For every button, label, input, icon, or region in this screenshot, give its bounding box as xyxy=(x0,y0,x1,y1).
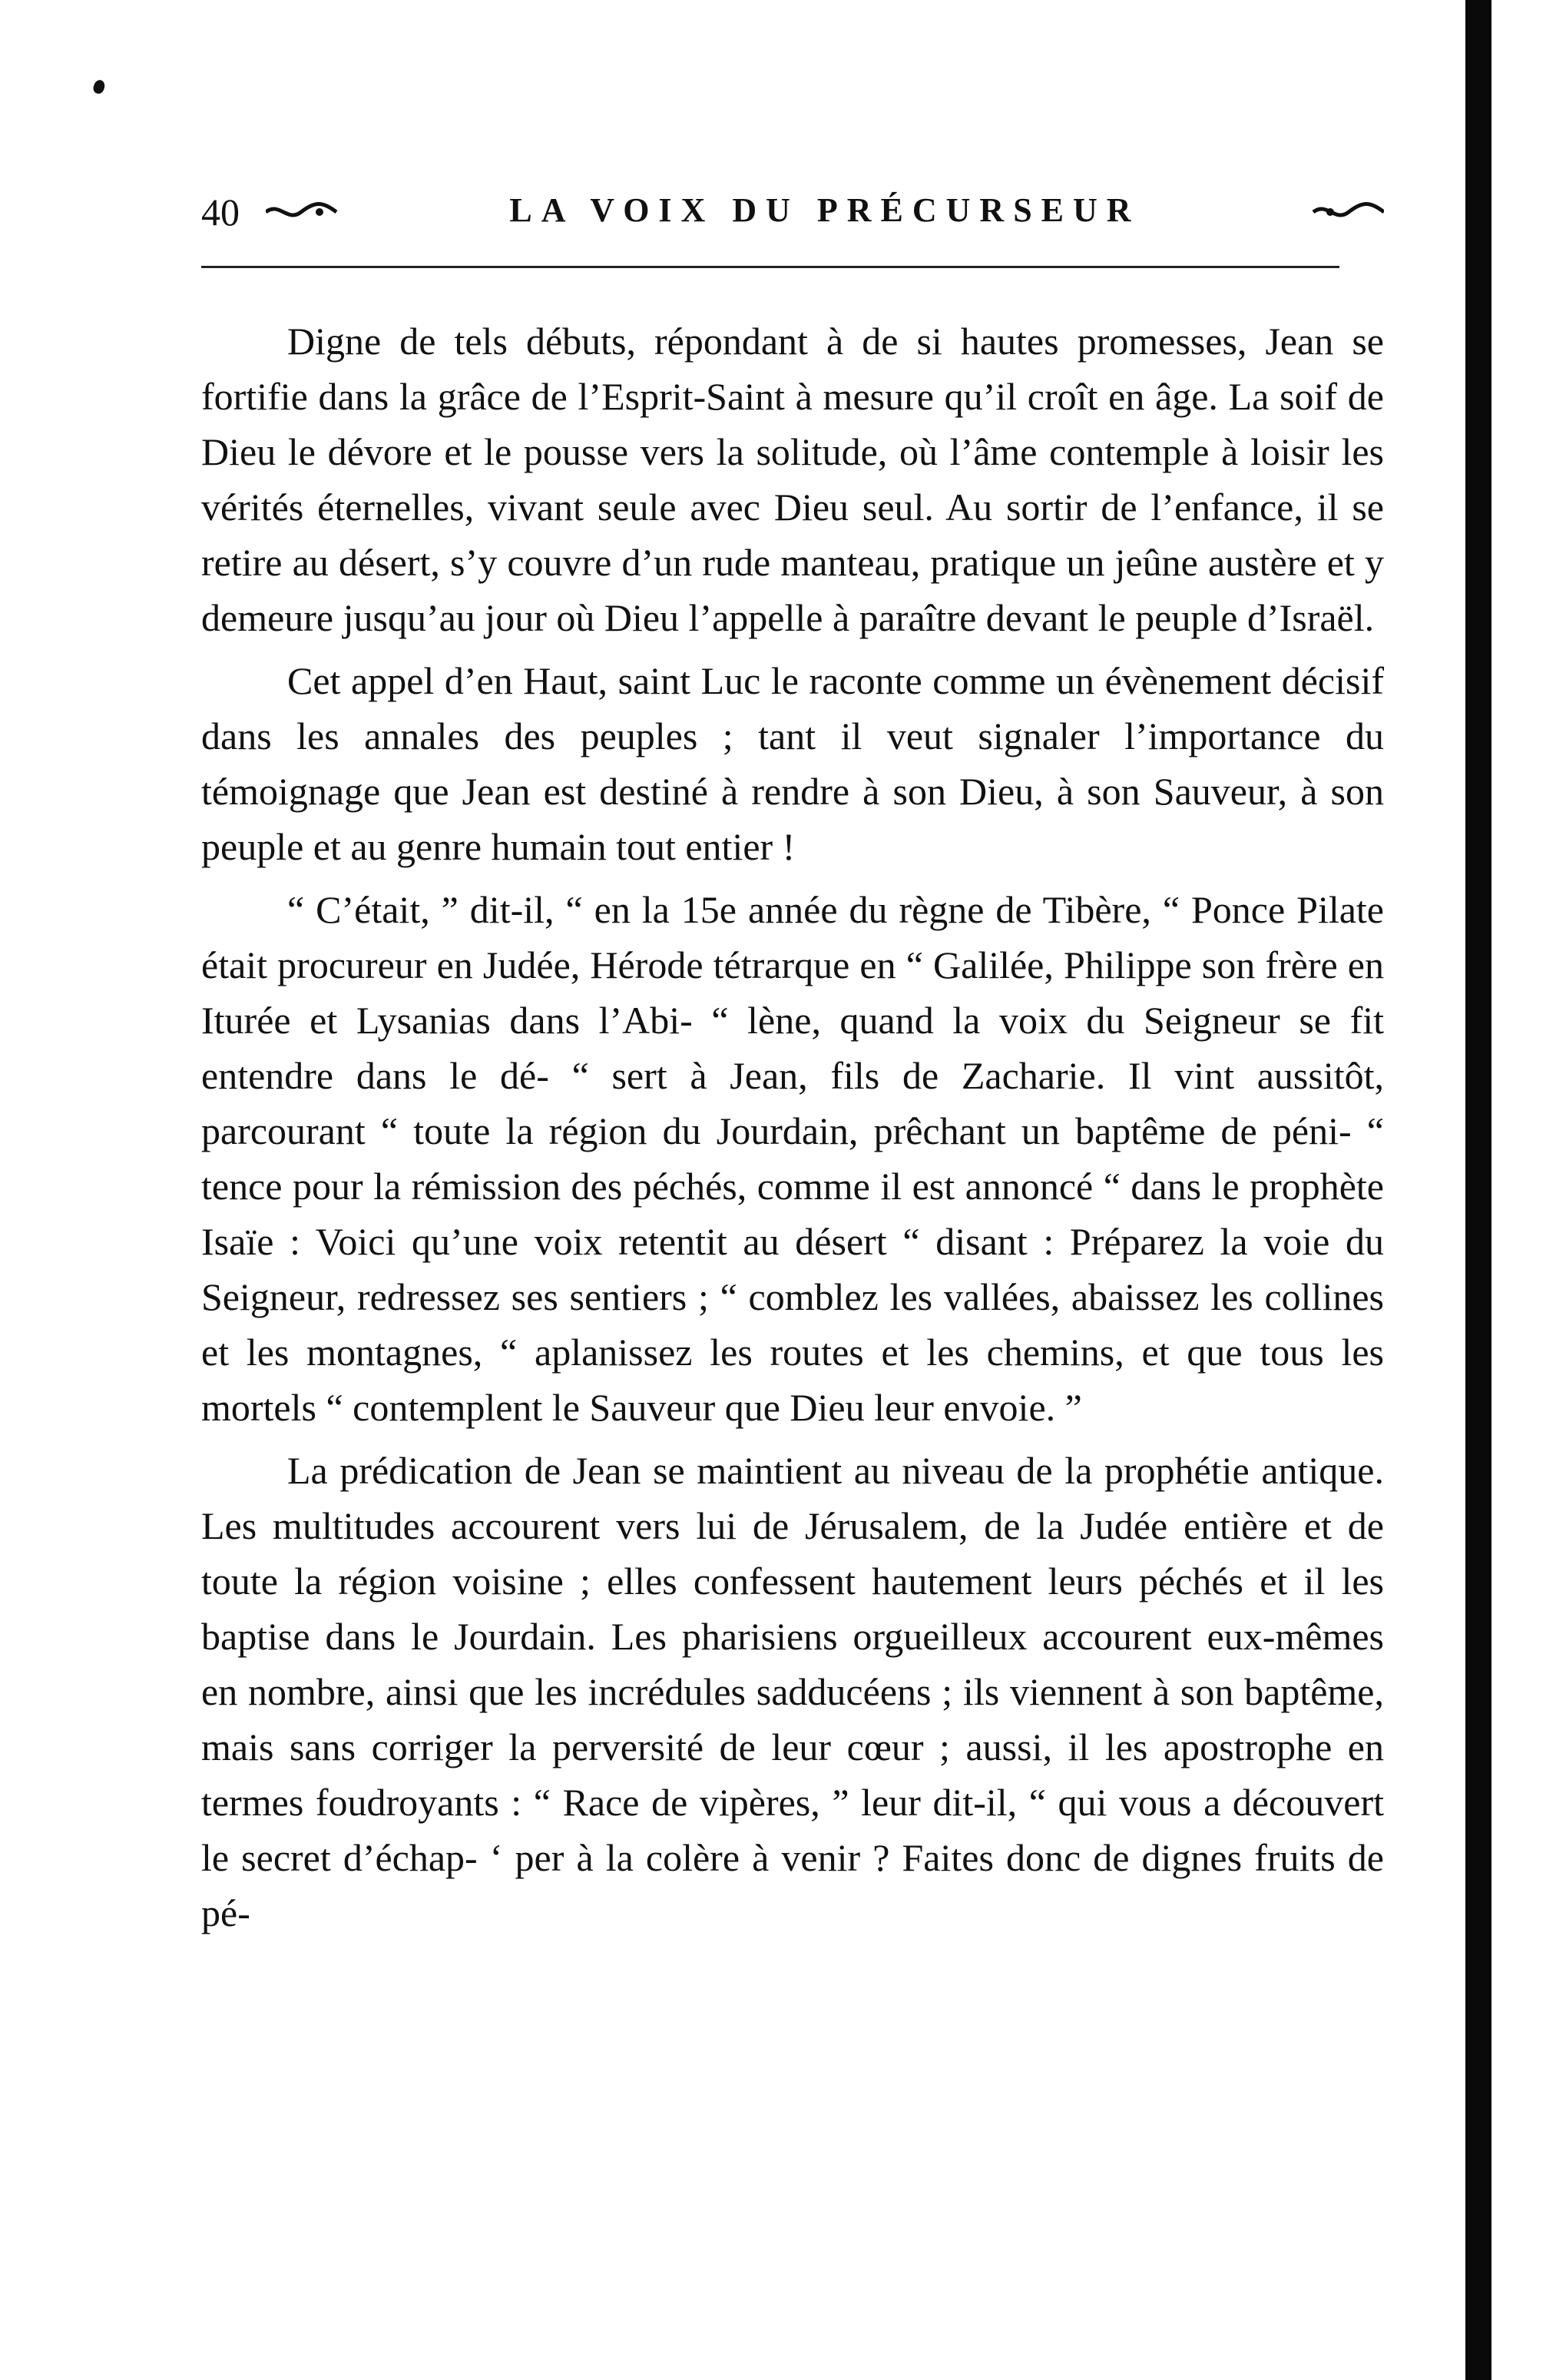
left-flourish xyxy=(266,204,336,216)
page-number: 40 xyxy=(201,191,240,234)
body-text xyxy=(201,313,1384,1948)
running-head-ornament xyxy=(266,187,1384,235)
left-dot xyxy=(316,208,323,216)
page-edge-bar xyxy=(1465,0,1491,2380)
running-head-title: LA VOIX DU PRÉCURSEUR xyxy=(509,191,1141,229)
paragraph: La prédication de Jean se maintient au niveau de la prophétie antique. Les multitudes accourent vers lui de Jérusalem, de la Judée entière et de toute la région voisine ; elles confessent hautement leurs péchés et il les baptise dans le Jourdain. Les pharisiens orgueilleux accourent eux-mêmes en nombre, ainsi que les incrédules sadducéens ; ils viennent à son baptême, mais sans corriger la perversité de leur cœur ; aussi, il les apostrophe en termes foudroyants : “ Race de vipères, ” leur dit-il, “ qui vous a découvert le secret d’échap- ‘ per à la colère à venir ? Faites donc de dignes fruits de pé- xyxy=(201,1449,1384,1934)
right-flourish xyxy=(1313,204,1384,216)
quotation-paragraph: “ C’était, ” dit-il, “ en la 15e année du règne de Tibère, “ Ponce Pilate était procureur en Judée, Hérode tétrarque en “ Galilée, Philippe son frère en Iturée et Lysanias dans l’Abi- “ lène, quand la voix du Seigneur se fit entendre dans le dé- “ sert à Jean, fils de Zacharie. Il vint aussitôt, parcourant “ toute la région du Jourdain, prêchant un baptême de péni- “ tence pour la rémission des péchés, comme il est annoncé “ dans le prophète Isaïe : Voici qu’une voix retentit au désert “ disant : Préparez la voie du Seigneur, redressez ses sentiers ; “ comblez les vallées, abaissez les collines et les montagnes, “ aplanissez les routes et les chemins, et que tous les mortels “ contemplent le Sauveur que Dieu leur envoie. ” xyxy=(201,888,1384,1429)
ink-speck xyxy=(92,78,107,94)
paragraph: Digne de tels débuts, répondant à de si hautes promesses, Jean se fortifie dans la grâce de l’Esprit-Saint à mesure qu’il croît en âge. La soif de Dieu le dévore et le pousse vers la solitude, où l’âme contemple à loisir les vérités éternelles, vivant seule avec Dieu seul. Au sortir de l’enfance, il se retire au désert, s’y couvre d’un rude manteau, pratique un jeûne austère et y demeure jusqu’au jour où Dieu l’appelle à paraître devant le peuple d’Israël. xyxy=(201,320,1384,639)
right-dot xyxy=(1326,208,1334,216)
page-header xyxy=(201,181,1384,250)
header-rule xyxy=(201,266,1339,268)
paragraph: Cet appel d’en Haut, saint Luc le raconte comme un évènement décisif dans les annales des peuples ; tant il veut signaler l’importance du témoignage que Jean est destiné à rendre à son Dieu, à son Sauveur, à son peuple et au genre humain tout entier ! xyxy=(201,659,1384,868)
